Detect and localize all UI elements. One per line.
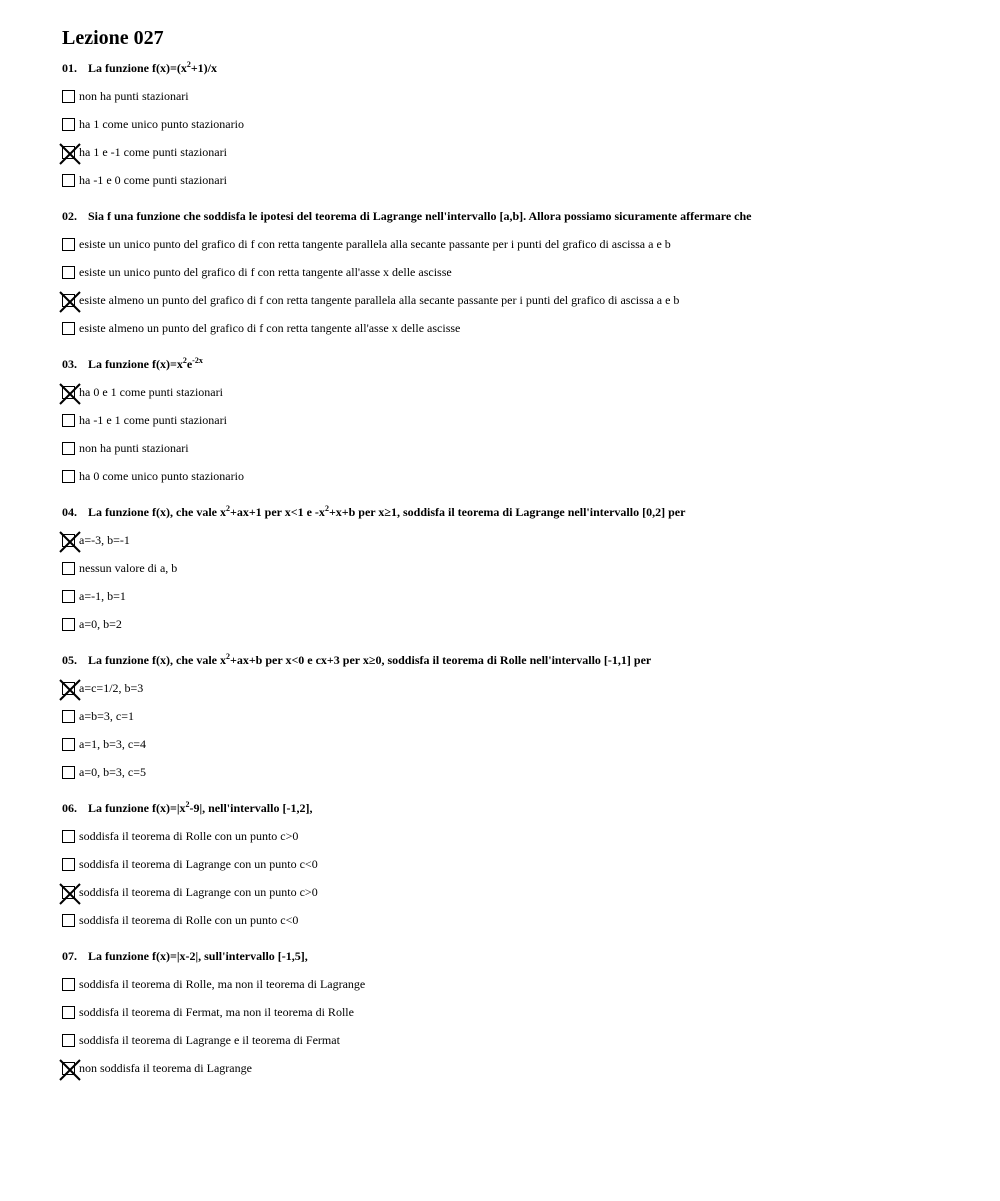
question-text-part: +x+b per x≥1, soddisfa il teorema di Lagrange nell'intervallo [0,2] per bbox=[328, 505, 686, 519]
question-number: 01. bbox=[62, 61, 77, 75]
answer-label: ha 1 e -1 come punti stazionari bbox=[79, 144, 227, 159]
question-text bbox=[62, 800, 962, 816]
answer-label: a=b=3, c=1 bbox=[79, 708, 134, 723]
cross-stroke bbox=[60, 384, 80, 404]
answer-label: non ha punti stazionari bbox=[79, 440, 189, 455]
superscript: 2 bbox=[225, 652, 230, 661]
question-text-part: La funzione f(x)=|x-2|, sull'intervallo [-1,5], bbox=[88, 949, 308, 963]
answer-checkbox[interactable] bbox=[62, 294, 75, 307]
cross-stroke bbox=[60, 292, 80, 312]
answer-checkbox[interactable] bbox=[62, 266, 75, 279]
question-number: 03. bbox=[62, 357, 77, 371]
answer-label: esiste un unico punto del grafico di f con retta tangente parallela alla secante passante per i punti del grafico di ascissa a e b bbox=[79, 236, 671, 251]
answer-label: soddisfa il teorema di Rolle con un punto c>0 bbox=[79, 828, 299, 843]
answer-checkbox[interactable] bbox=[62, 1006, 75, 1019]
cross-stroke bbox=[60, 292, 80, 312]
answer-option[interactable] bbox=[62, 702, 962, 730]
answer-option[interactable] bbox=[62, 258, 962, 286]
answer-option[interactable] bbox=[62, 822, 962, 850]
answer-checkbox[interactable] bbox=[62, 1034, 75, 1047]
answer-option[interactable] bbox=[62, 850, 962, 878]
document-page bbox=[62, 26, 962, 1096]
answer-option[interactable] bbox=[62, 758, 962, 786]
answer-checkbox[interactable] bbox=[62, 978, 75, 991]
answer-label: esiste almeno un punto del grafico di f con retta tangente parallela alla secante passante per i punti del grafico di ascissa a e b bbox=[79, 292, 680, 307]
answer-checkbox[interactable] bbox=[62, 470, 75, 483]
answer-option[interactable] bbox=[62, 314, 962, 342]
answer-option[interactable] bbox=[62, 110, 962, 138]
answer-option[interactable] bbox=[62, 906, 962, 934]
answer-option[interactable] bbox=[62, 166, 962, 194]
question-03 bbox=[62, 356, 962, 490]
answer-option[interactable] bbox=[62, 82, 962, 110]
answer-label: nessun valore di a, b bbox=[79, 560, 178, 575]
answer-label: non soddisfa il teorema di Lagrange bbox=[79, 1060, 252, 1075]
answer-option[interactable] bbox=[62, 970, 962, 998]
question-text bbox=[62, 948, 962, 964]
answer-label: a=-3, b=-1 bbox=[79, 532, 130, 547]
cross-stroke bbox=[60, 1060, 80, 1080]
question-02 bbox=[62, 208, 962, 342]
question-05 bbox=[62, 652, 962, 786]
answer-checkbox[interactable] bbox=[62, 534, 75, 547]
answer-checkbox[interactable] bbox=[62, 858, 75, 871]
answer-checkbox[interactable] bbox=[62, 830, 75, 843]
answer-option[interactable] bbox=[62, 1054, 962, 1082]
question-06 bbox=[62, 800, 962, 934]
question-07 bbox=[62, 948, 962, 1082]
answer-option[interactable] bbox=[62, 1026, 962, 1054]
question-number: 02. bbox=[62, 209, 77, 223]
superscript: 2 bbox=[182, 356, 187, 365]
answer-option[interactable] bbox=[62, 878, 962, 906]
answer-checkbox[interactable] bbox=[62, 322, 75, 335]
answer-label: soddisfa il teorema di Rolle, ma non il teorema di Lagrange bbox=[79, 976, 366, 991]
answer-checkbox[interactable] bbox=[62, 738, 75, 751]
cross-stroke bbox=[60, 532, 80, 552]
answer-checkbox[interactable] bbox=[62, 562, 75, 575]
answer-label: a=0, b=2 bbox=[79, 616, 122, 631]
answer-option[interactable] bbox=[62, 286, 962, 314]
answer-label: a=1, b=3, c=4 bbox=[79, 736, 146, 751]
answer-label: soddisfa il teorema di Lagrange e il teorema di Fermat bbox=[79, 1032, 340, 1047]
question-text bbox=[62, 652, 962, 668]
answer-option[interactable] bbox=[62, 526, 962, 554]
answer-checkbox[interactable] bbox=[62, 590, 75, 603]
answer-label: soddisfa il teorema di Lagrange con un punto c<0 bbox=[79, 856, 318, 871]
answer-checkbox[interactable] bbox=[62, 766, 75, 779]
answer-checkbox[interactable] bbox=[62, 174, 75, 187]
answer-checkbox[interactable] bbox=[62, 414, 75, 427]
cross-stroke bbox=[60, 532, 80, 552]
question-text-part: La funzione f(x)=(x bbox=[88, 61, 187, 75]
answer-option[interactable] bbox=[62, 406, 962, 434]
superscript: 2 bbox=[225, 504, 230, 513]
answer-option[interactable] bbox=[62, 730, 962, 758]
answer-checkbox[interactable] bbox=[62, 886, 75, 899]
answer-option[interactable] bbox=[62, 554, 962, 582]
answer-checkbox[interactable] bbox=[62, 90, 75, 103]
answer-label: soddisfa il teorema di Rolle con un punto c<0 bbox=[79, 912, 299, 927]
answer-option[interactable] bbox=[62, 582, 962, 610]
answer-option[interactable] bbox=[62, 462, 962, 490]
answer-label: esiste almeno un punto del grafico di f con retta tangente all'asse x delle ascisse bbox=[79, 320, 461, 335]
cross-stroke bbox=[60, 680, 80, 700]
answer-checkbox[interactable] bbox=[62, 386, 75, 399]
question-text-part: Sia f una funzione che soddisfa le ipotesi del teorema di Lagrange nell'intervallo [a,b]. Allora possiamo sicuramente affermare che bbox=[88, 209, 752, 223]
superscript: 2 bbox=[186, 60, 191, 69]
question-01 bbox=[62, 60, 962, 194]
answer-option[interactable] bbox=[62, 230, 962, 258]
answer-label: a=0, b=3, c=5 bbox=[79, 764, 146, 779]
question-text bbox=[62, 504, 962, 520]
superscript: 2 bbox=[185, 800, 190, 809]
answer-label: ha -1 e 0 come punti stazionari bbox=[79, 172, 227, 187]
cross-stroke bbox=[60, 144, 80, 164]
answer-checkbox[interactable] bbox=[62, 146, 75, 159]
answer-checkbox[interactable] bbox=[62, 914, 75, 927]
question-text bbox=[62, 208, 962, 224]
cross-stroke bbox=[60, 1060, 80, 1080]
answer-label: a=-1, b=1 bbox=[79, 588, 126, 603]
page-title: Lezione 027 bbox=[62, 27, 164, 49]
question-number: 06. bbox=[62, 801, 77, 815]
answer-label: soddisfa il teorema di Lagrange con un punto c>0 bbox=[79, 884, 318, 899]
answer-checkbox[interactable] bbox=[62, 682, 75, 695]
question-text-part: La funzione f(x), che vale x bbox=[88, 653, 226, 667]
answer-checkbox[interactable] bbox=[62, 238, 75, 251]
answer-label: a=c=1/2, b=3 bbox=[79, 680, 144, 695]
cross-stroke bbox=[60, 884, 80, 904]
answer-label: soddisfa il teorema di Fermat, ma non il teorema di Rolle bbox=[79, 1004, 354, 1019]
answer-label: ha -1 e 1 come punti stazionari bbox=[79, 412, 227, 427]
cross-stroke bbox=[60, 384, 80, 404]
question-number: 04. bbox=[62, 505, 77, 519]
answer-option[interactable] bbox=[62, 434, 962, 462]
answer-option[interactable] bbox=[62, 674, 962, 702]
superscript: 2 bbox=[324, 504, 329, 513]
question-04 bbox=[62, 504, 962, 638]
answer-option[interactable] bbox=[62, 378, 962, 406]
question-text-part: +ax+1 per x<1 e -x bbox=[229, 505, 325, 519]
answer-label: ha 1 come unico punto stazionario bbox=[79, 116, 244, 131]
answer-label: esiste un unico punto del grafico di f con retta tangente all'asse x delle ascisse bbox=[79, 264, 452, 279]
question-text-part: La funzione f(x)=x bbox=[88, 357, 183, 371]
answer-option[interactable] bbox=[62, 138, 962, 166]
cross-stroke bbox=[60, 680, 80, 700]
cross-stroke bbox=[60, 884, 80, 904]
cross-stroke bbox=[60, 144, 80, 164]
question-text bbox=[62, 60, 962, 76]
question-text-part: La funzione f(x)=|x bbox=[88, 801, 186, 815]
question-text bbox=[62, 356, 962, 372]
question-number: 05. bbox=[62, 653, 77, 667]
question-text-part: +1)/x bbox=[190, 61, 218, 75]
answer-checkbox[interactable] bbox=[62, 618, 75, 631]
question-text-part: e bbox=[186, 357, 193, 371]
question-number: 07. bbox=[62, 949, 77, 963]
answer-label: ha 0 e 1 come punti stazionari bbox=[79, 384, 223, 399]
answer-option[interactable] bbox=[62, 998, 962, 1026]
answer-label: ha 0 come unico punto stazionario bbox=[79, 468, 244, 483]
answer-option[interactable] bbox=[62, 610, 962, 638]
answer-checkbox[interactable] bbox=[62, 118, 75, 131]
answer-checkbox[interactable] bbox=[62, 710, 75, 723]
answer-checkbox[interactable] bbox=[62, 442, 75, 455]
answer-checkbox[interactable] bbox=[62, 1062, 75, 1075]
question-text-part: +ax+b per x<0 e cx+3 per x≥0, soddisfa il teorema di Rolle nell'intervallo [-1,1] per bbox=[229, 653, 652, 667]
superscript: -2x bbox=[192, 356, 203, 365]
question-text-part: -9|, nell'intervallo [-1,2], bbox=[189, 801, 313, 815]
question-text-part: La funzione f(x), che vale x bbox=[88, 505, 226, 519]
answer-label: non ha punti stazionari bbox=[79, 88, 189, 103]
